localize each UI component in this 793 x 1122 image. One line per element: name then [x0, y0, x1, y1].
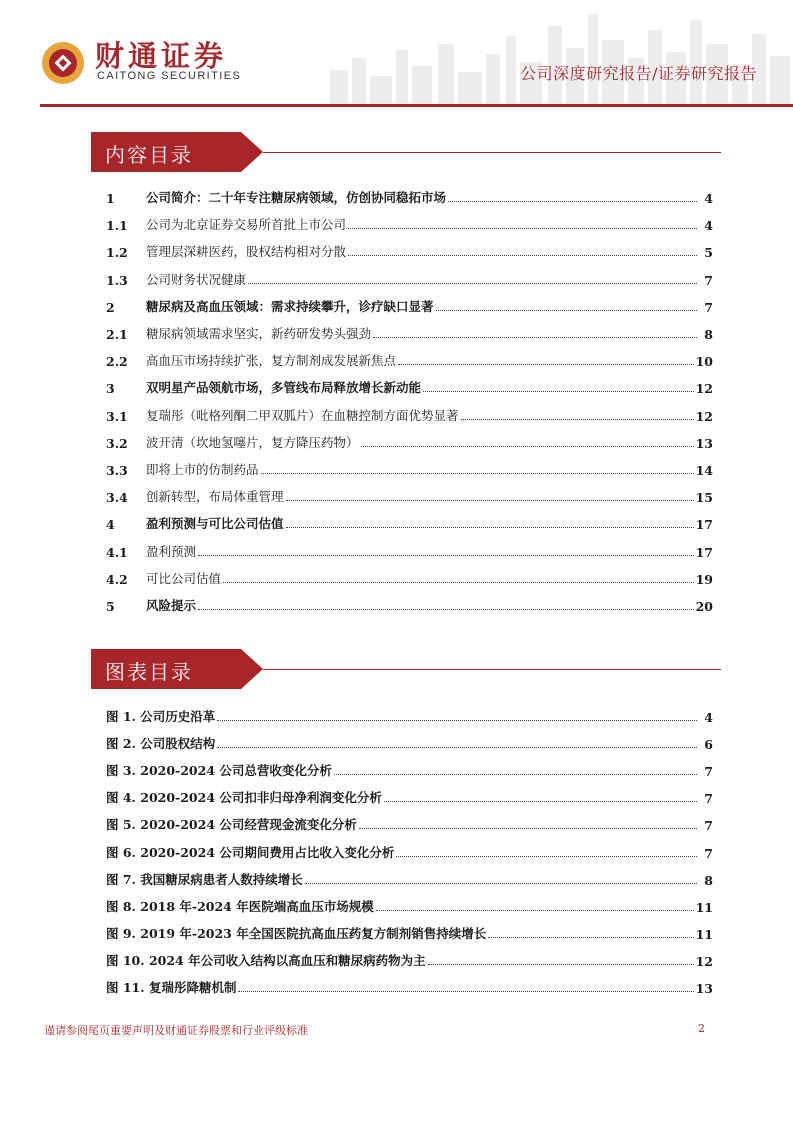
dot-leader — [436, 310, 697, 311]
entry-title: 图 3. 2020-2024 公司总营收变化分析 — [106, 763, 332, 779]
list-item[interactable] — [106, 868, 713, 888]
page-header — [0, 0, 793, 112]
dot-leader — [248, 283, 697, 284]
list-item[interactable] — [106, 458, 713, 478]
entry-title: 高血压市场持续扩张，复方制剂成发展新焦点 — [146, 353, 397, 369]
entry-page-number: 8 — [704, 872, 713, 888]
entry-title: 图 10. 2024 年公司收入结构以高血压和糖尿病药物为主 — [106, 952, 426, 968]
caitong-logo-icon — [40, 40, 86, 86]
list-item[interactable] — [106, 404, 713, 424]
entry-page-number: 4 — [704, 710, 713, 725]
dot-leader — [238, 991, 693, 992]
list-item[interactable] — [106, 213, 713, 233]
entry-title: 图 6. 2020-2024 公司期间费用占比收入变化分析 — [106, 844, 395, 860]
entry-page-number: 12 — [695, 953, 713, 969]
entry-page-number: 7 — [704, 818, 713, 834]
list-item[interactable] — [106, 732, 713, 752]
entry-title: 创新转型，布局体重管理 — [146, 489, 284, 505]
entry-page-number: 7 — [704, 845, 713, 861]
entry-page-number: 14 — [695, 463, 713, 478]
dot-leader — [217, 720, 697, 721]
entry-title: 复瑞彤（吡格列酮二甲双胍片）在血糖控制方面优势显著 — [146, 407, 459, 423]
list-item[interactable] — [106, 976, 713, 996]
entry-number: 3 — [106, 381, 115, 397]
entry-number: 2 — [106, 299, 115, 315]
entry-page-number: 15 — [695, 490, 713, 506]
entry-title: 图 2. 公司股权结构 — [106, 736, 216, 752]
list-item[interactable] — [106, 786, 713, 806]
entry-title: 图 7. 我国糖尿病患者人数持续增长 — [106, 871, 303, 887]
entry-title: 管理层深耕医药，股权结构相对分散 — [146, 244, 347, 260]
entry-page-number: 13 — [695, 981, 713, 996]
dot-leader — [373, 337, 697, 338]
entry-title: 盈利预测 — [146, 543, 197, 559]
entry-page-number: 19 — [695, 571, 713, 587]
entry-title: 图 1. 公司历史沿革 — [106, 709, 216, 724]
entry-page-number: 6 — [704, 737, 713, 753]
entry-number: 2.1 — [106, 327, 128, 342]
entry-title: 公司简介：二十年专注糖尿病领域，仿创协同稳拓市场 — [146, 190, 447, 205]
dot-leader — [376, 910, 694, 911]
entry-number: 4.2 — [106, 571, 128, 587]
entry-title: 公司为北京证券交易所首批上市公司 — [146, 217, 347, 233]
entry-title: 盈利预测与可比公司估值 — [146, 516, 284, 532]
entry-page-number: 12 — [695, 381, 713, 397]
entry-page-number: 7 — [704, 299, 713, 315]
dot-leader — [217, 747, 697, 748]
entry-page-number: 4 — [704, 191, 713, 206]
entry-number: 3.4 — [106, 490, 128, 506]
city-skyline-icon — [300, 0, 793, 112]
entry-number: 4 — [106, 517, 115, 533]
entry-title: 糖尿病及高血压领域：需求持续攀升，诊疗缺口显著 — [146, 298, 434, 314]
list-item[interactable] — [106, 512, 713, 532]
entry-title: 图 4. 2020-2024 公司扣非归母净利润变化分析 — [106, 790, 382, 806]
dot-leader — [359, 828, 697, 829]
banner-rule — [263, 152, 721, 153]
figures-heading: 图表目录 — [105, 660, 193, 684]
entry-page-number: 8 — [704, 327, 713, 342]
entry-title: 双明星产品领航市场，多管线布局释放增长新动能 — [146, 380, 422, 396]
list-item[interactable] — [106, 705, 713, 725]
page-number: 2 — [698, 1022, 705, 1035]
list-item[interactable] — [106, 376, 713, 396]
header-divider — [40, 104, 793, 107]
dot-leader — [348, 228, 697, 229]
entry-page-number: 12 — [695, 408, 713, 424]
entry-number: 4.1 — [106, 544, 128, 560]
list-item[interactable] — [106, 841, 713, 861]
contents-banner — [91, 132, 721, 172]
list-item[interactable] — [106, 349, 713, 369]
entry-title: 糖尿病领域需求坚实，新药研发势头强劲 — [146, 326, 372, 341]
list-item[interactable] — [106, 895, 713, 915]
entry-number: 1 — [106, 191, 115, 206]
dot-leader — [461, 419, 694, 420]
entry-title: 风险提示 — [146, 598, 197, 613]
list-item[interactable] — [106, 567, 713, 587]
entry-title: 图 11. 复瑞彤降糖机制 — [106, 980, 237, 995]
list-item[interactable] — [106, 295, 713, 315]
entry-page-number: 5 — [704, 245, 713, 261]
entry-title: 图 5. 2020-2024 公司经营现金流变化分析 — [106, 817, 357, 833]
list-item[interactable] — [106, 268, 713, 288]
entry-page-number: 7 — [704, 272, 713, 288]
entry-page-number: 17 — [695, 544, 713, 560]
list-item[interactable] — [106, 594, 713, 614]
list-item[interactable] — [106, 540, 713, 560]
dot-leader — [286, 500, 694, 501]
entry-page-number: 17 — [695, 517, 713, 533]
dot-leader — [198, 609, 694, 610]
logo-chinese-name: 财通证券 — [95, 39, 228, 73]
entry-page-number: 7 — [704, 764, 713, 780]
dot-leader — [223, 582, 694, 583]
dot-leader — [488, 937, 693, 938]
report-type-label: 公司深度研究报告/证券研究报告 — [520, 64, 757, 83]
dot-leader — [448, 201, 697, 202]
list-item[interactable] — [106, 240, 713, 260]
banner-rule — [263, 669, 721, 670]
list-item[interactable] — [106, 322, 713, 342]
entry-title: 图 8. 2018 年-2024 年医院端高血压市场规模 — [106, 898, 374, 914]
entry-title: 可比公司估值 — [146, 570, 222, 586]
entry-page-number: 11 — [695, 926, 713, 942]
entry-title: 公司财务状况健康 — [146, 271, 247, 287]
entry-page-number: 10 — [695, 354, 713, 370]
entry-page-number: 4 — [704, 218, 713, 234]
entry-page-number: 7 — [704, 791, 713, 807]
figures-banner — [91, 649, 721, 689]
entry-title: 图 9. 2019 年-2023 年全国医院抗高血压药复方制剂销售持续增长 — [106, 925, 487, 941]
entry-number: 1.3 — [106, 272, 128, 288]
entry-title: 波开清（坎地氢噻片，复方降压药物） — [146, 434, 359, 450]
entry-number: 1.2 — [106, 245, 128, 261]
dot-leader — [261, 473, 694, 474]
dot-leader — [361, 446, 694, 447]
dot-leader — [198, 555, 694, 556]
footer-disclaimer: 谨请参阅尾页重要声明及财通证券股票和行业评级标准 — [44, 1024, 308, 1037]
entry-number: 1.1 — [106, 218, 128, 234]
entry-page-number: 20 — [695, 599, 713, 614]
dot-leader — [305, 883, 697, 884]
list-item[interactable] — [106, 759, 713, 779]
dot-leader — [286, 527, 694, 528]
logo-english-name: CAITONG SECURITIES — [97, 70, 242, 82]
entry-number: 2.2 — [106, 354, 128, 370]
dot-leader — [398, 364, 694, 365]
list-item[interactable] — [106, 922, 713, 942]
list-item[interactable] — [106, 949, 713, 969]
dot-leader — [348, 255, 697, 256]
dot-leader — [384, 801, 697, 802]
dot-leader — [423, 391, 694, 392]
dot-leader — [428, 964, 694, 965]
list-item[interactable] — [106, 813, 713, 833]
entry-number: 3.1 — [106, 408, 128, 424]
entry-number: 5 — [106, 599, 115, 614]
dot-leader — [396, 856, 697, 857]
list-item[interactable] — [106, 431, 713, 451]
entry-title: 即将上市的仿制药品 — [146, 462, 259, 477]
contents-heading: 内容目录 — [105, 143, 193, 167]
entry-page-number: 13 — [695, 435, 713, 451]
entry-number: 3.3 — [106, 463, 128, 478]
dot-leader — [334, 774, 697, 775]
entry-page-number: 11 — [695, 899, 713, 915]
list-item[interactable] — [106, 186, 713, 206]
list-item[interactable] — [106, 485, 713, 505]
entry-number: 3.2 — [106, 435, 128, 451]
